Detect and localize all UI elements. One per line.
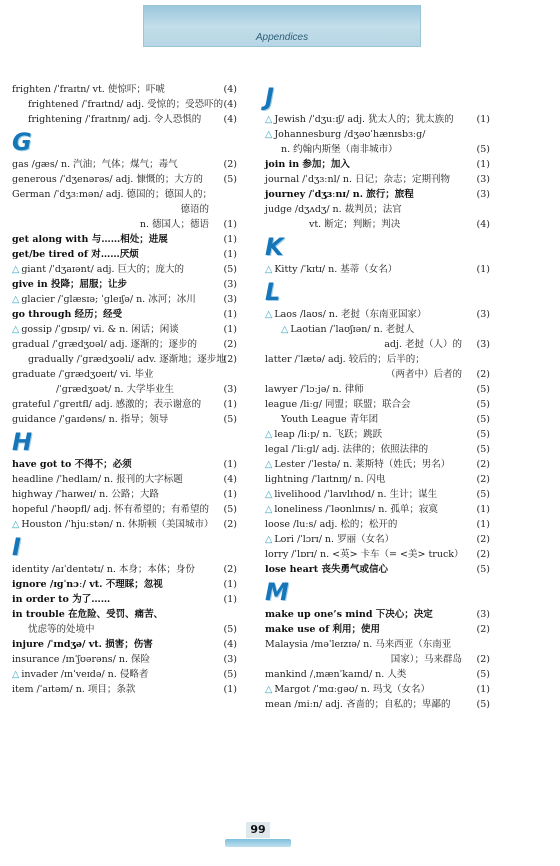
entry-text: mankind /ˌmænˈkaɪnd/ n. 人类: [265, 669, 407, 680]
entry-text: frightened /ˈfraɪtnd/ adj. 受惊的；受恐吓的: [28, 99, 224, 110]
unit-number: (3): [223, 279, 237, 290]
glossary-entry: [12, 502, 237, 517]
glossary-entry: [12, 97, 237, 112]
entry-text: Youth League 青年团: [281, 414, 379, 425]
entry-text: invader /ɪnˈveɪdə/ n. 侵略者: [21, 669, 149, 680]
unit-number: (1): [223, 489, 237, 500]
entry-text: lose heart 丧失勇气或信心: [265, 564, 388, 575]
glossary-entry: [265, 652, 490, 667]
glossary-entry: [265, 307, 490, 322]
entry-text: gradual /ˈɡrædʒʊəl/ adj. 逐渐的；逐步的: [12, 339, 198, 350]
glossary-entry: [265, 367, 490, 382]
unit-number: (5): [223, 669, 237, 680]
unit-number: (3): [476, 609, 490, 620]
glossary-entry: [12, 487, 237, 502]
entry-text: glacier /ˈɡlæsɪə; ˈɡleɪʃə/ n. 冰河；冰川: [21, 294, 196, 305]
glossary-entry: [12, 652, 237, 667]
glossary-entry: [12, 667, 237, 682]
glossary-entry: [12, 277, 237, 292]
entry-text: gradually /ˈɡrædʒʊəli/ adv. 逐渐地；逐步地: [28, 354, 226, 365]
glossary-entry: [12, 577, 237, 592]
glossary-entry: [12, 307, 237, 322]
unit-number: (2): [476, 474, 490, 485]
glossary-entry: [265, 202, 490, 217]
glossary-entry: [265, 127, 490, 142]
banner-sky-image: [144, 6, 420, 28]
entry-text: generous /ˈdʒenərəs/ adj. 慷慨的；大方的: [12, 174, 203, 185]
unit-number: (3): [476, 189, 490, 200]
glossary-entry: [265, 397, 490, 412]
header-banner: [143, 5, 421, 47]
unit-number: (1): [223, 234, 237, 245]
entry-text: have got to 不得不；必须: [12, 459, 132, 470]
footer-decoration: [225, 839, 291, 847]
unit-number: (5): [476, 564, 490, 575]
glossary-entry: [12, 202, 237, 217]
glossary-entry: [12, 637, 237, 652]
unit-number: (4): [476, 219, 490, 230]
entry-text: join in 参加；加入: [265, 159, 350, 170]
unit-number: (4): [223, 114, 237, 125]
unit-number: (2): [476, 534, 490, 545]
glossary-entry: [12, 247, 237, 262]
unit-number: (1): [223, 324, 237, 335]
unit-number: (5): [223, 624, 237, 635]
glossary-entry: [265, 157, 490, 172]
glossary-entry: [265, 427, 490, 442]
glossary-entry: [12, 382, 237, 397]
entry-text: /ˈɡrædʒʊət/ n. 大学毕业生: [56, 384, 175, 395]
glossary-entry: [12, 352, 237, 367]
unit-number: (5): [476, 384, 490, 395]
unit-number: (2): [476, 654, 490, 665]
glossary-entry: [265, 472, 490, 487]
glossary-entry: [265, 217, 490, 232]
unit-number: (1): [476, 684, 490, 695]
entry-text: gossip /ˈɡɒsɪp/ vi. & n. 闲话；闲谈: [21, 324, 179, 335]
glossary-entry: [265, 622, 490, 637]
entry-text: in trouble 在危险、受罚、痛苦、: [12, 609, 164, 620]
glossary-entry: [12, 517, 237, 532]
entry-text: ignore /ɪɡˈnɔː/ vt. 不理睬；忽视: [12, 579, 163, 590]
entry-text: guidance /ˈɡaɪdəns/ n. 指导；领导: [12, 414, 169, 425]
unit-number: (3): [476, 309, 490, 320]
entry-text: Lester /ˈlestə/ n. 莱斯特（姓氏；男名）: [274, 459, 451, 470]
triangle-marker-icon: △: [265, 459, 273, 470]
glossary-entry: [12, 217, 237, 232]
section-letter: M: [265, 578, 289, 606]
entry-text: in order to 为了……: [12, 594, 111, 605]
section-letter: K: [265, 233, 284, 261]
glossary-entry: [265, 532, 490, 547]
glossary-entry: [265, 187, 490, 202]
triangle-marker-icon: △: [265, 129, 273, 140]
unit-number: (5): [476, 669, 490, 680]
section-letter: H: [12, 428, 33, 456]
unit-number: (5): [476, 699, 490, 710]
unit-number: (2): [476, 369, 490, 380]
triangle-marker-icon: △: [265, 684, 273, 695]
unit-number: (3): [476, 174, 490, 185]
entry-text: leap /liːp/ n. 飞跃；跳跃: [274, 429, 383, 440]
glossary-entry: [265, 412, 490, 427]
glossary-entry: [12, 82, 237, 97]
unit-number: (5): [476, 144, 490, 155]
page-number: 99: [246, 822, 270, 838]
entry-text: n. 德国人；德语: [139, 219, 209, 230]
unit-number: (2): [223, 159, 237, 170]
glossary-column-left: [12, 82, 237, 697]
unit-number: (2): [223, 339, 237, 350]
entry-text: German /ˈdʒɜːmən/ adj. 德国的；德国人的；: [12, 189, 213, 200]
glossary-entry: [265, 457, 490, 472]
glossary-entry: [265, 352, 490, 367]
entry-text: lightning /ˈlaɪtnɪŋ/ n. 闪电: [265, 474, 386, 485]
unit-number: (1): [223, 399, 237, 410]
entry-text: Jewish /ˈdʒuːɪʃ/ adj. 犹太人的；犹太族的: [274, 114, 454, 125]
entry-text: mean /miːn/ adj. 吝啬的；自私的；卑鄙的: [265, 699, 451, 710]
unit-number: (1): [223, 219, 237, 230]
section-letter: J: [265, 83, 274, 111]
triangle-marker-icon: △: [265, 114, 273, 125]
entry-text: frighten /ˈfraɪtn/ vt. 使惊吓；吓唬: [12, 84, 165, 95]
triangle-marker-icon: △: [281, 324, 289, 335]
unit-number: (2): [223, 519, 237, 530]
unit-number: (3): [223, 294, 237, 305]
unit-number: (5): [476, 429, 490, 440]
unit-number: (5): [476, 489, 490, 500]
unit-number: (1): [476, 159, 490, 170]
glossary-entry: [265, 607, 490, 622]
entry-text: make use of 利用；使用: [265, 624, 380, 635]
unit-number: (2): [223, 354, 237, 365]
unit-number: (3): [223, 654, 237, 665]
glossary-entry: [12, 292, 237, 307]
unit-number: (5): [476, 444, 490, 455]
unit-number: (1): [223, 594, 237, 605]
entry-text: journal /ˈdʒɜːnl/ n. 日记；杂志；定期刊物: [265, 174, 450, 185]
entry-text: gas /ɡæs/ n. 汽油；气体；煤气；毒气: [12, 159, 178, 170]
glossary-entry: [265, 142, 490, 157]
entry-text: graduate /ˈɡrædʒʊeɪt/ vi. 毕业: [12, 369, 154, 380]
section-letter: G: [12, 128, 32, 156]
entry-text: grateful /ˈɡreɪtfl/ adj. 感激的；表示谢意的: [12, 399, 202, 410]
entry-text: 忧虑等的处境中: [28, 624, 95, 635]
glossary-entry: [265, 337, 490, 352]
glossary-entry: [265, 502, 490, 517]
unit-number: (4): [223, 84, 237, 95]
glossary-column-right: [265, 82, 490, 712]
entry-text: Lori /ˈlɔrɪ/ n. 罗丽（女名）: [274, 534, 395, 545]
entry-text: Malaysia /məˈleɪzɪə/ n. 马来西亚（东南亚: [265, 639, 452, 650]
unit-number: (4): [223, 99, 237, 110]
triangle-marker-icon: △: [265, 264, 273, 275]
entry-text: headline /ˈhedlaɪn/ n. 报刊的大字标题: [12, 474, 183, 485]
entry-text: get/be tired of 对……厌烦: [12, 249, 139, 260]
entry-text: judge /dʒʌdʒ/ n. 裁判员；法官: [265, 204, 402, 215]
glossary-entry: [12, 232, 237, 247]
entry-text: make up one’s mind 下决心；决定: [265, 609, 433, 620]
entry-text: Kitty /ˈkɪtɪ/ n. 基蒂（女名）: [274, 264, 398, 275]
entry-text: 德语的: [180, 204, 209, 215]
section-letter: L: [265, 278, 281, 306]
unit-number: (1): [223, 309, 237, 320]
entry-text: legal /ˈliːɡl/ adj. 法律的；依照法律的: [265, 444, 429, 455]
unit-number: (5): [223, 414, 237, 425]
glossary-entry: [12, 322, 237, 337]
glossary-entry: [12, 562, 237, 577]
glossary-entry: [265, 172, 490, 187]
glossary-entry: [12, 157, 237, 172]
entry-text: Johannesburg /dʒəʊˈhænɪsbɜːɡ/: [274, 129, 426, 140]
unit-number: (1): [223, 249, 237, 260]
entry-text: identity /aɪˈdentətɪ/ n. 本身；本体；身份: [12, 564, 195, 575]
entry-text: Houston /ˈhjuːstən/ n. 休斯顿（美国城市）: [21, 519, 214, 530]
glossary-entry: [12, 262, 237, 277]
unit-number: (2): [223, 564, 237, 575]
entry-text: injure /ˈɪndʒə/ vt. 损害；伤害: [12, 639, 153, 650]
entry-text: n. 约翰内斯堡（南非城市）: [281, 144, 398, 155]
unit-number: (5): [223, 504, 237, 515]
entry-text: league /liːɡ/ 同盟；联盟；联合会: [265, 399, 411, 410]
entry-text: adj. 老挝（人）的: [384, 339, 462, 350]
glossary-entry: [265, 382, 490, 397]
entry-text: insurance /ɪnˈʃʊərəns/ n. 保险: [12, 654, 151, 665]
unit-number: (1): [476, 264, 490, 275]
unit-number: (1): [223, 459, 237, 470]
section-letter: I: [12, 533, 21, 561]
entry-text: go through 经历；经受: [12, 309, 123, 320]
entry-text: loose /luːs/ adj. 松的；松开的: [265, 519, 398, 530]
glossary-entry: [265, 322, 490, 337]
unit-number: (5): [476, 414, 490, 425]
glossary-entry: [12, 457, 237, 472]
unit-number: (2): [476, 459, 490, 470]
triangle-marker-icon: △: [265, 489, 273, 500]
triangle-marker-icon: △: [265, 534, 273, 545]
unit-number: (2): [476, 624, 490, 635]
glossary-entry: [265, 487, 490, 502]
unit-number: (1): [476, 114, 490, 125]
entry-text: give in 投降；屈服；让步: [12, 279, 127, 290]
glossary-entry: [12, 622, 237, 637]
entry-text: item /ˈaɪtəm/ n. 项目；条款: [12, 684, 136, 695]
glossary-entry: [265, 562, 490, 577]
unit-number: (1): [476, 519, 490, 530]
glossary-entry: [12, 592, 237, 607]
glossary-entry: [265, 667, 490, 682]
glossary-entry: [265, 682, 490, 697]
glossary-entry: [265, 547, 490, 562]
entry-text: Laos /laʊs/ n. 老挝（东南亚国家）: [274, 309, 427, 320]
glossary-entry: [12, 412, 237, 427]
entry-text: get along with 与……相处；进展: [12, 234, 168, 245]
glossary-entry: [265, 697, 490, 712]
entry-text: frightening /ˈfraɪtnɪŋ/ adj. 令人恐惧的: [28, 114, 202, 125]
unit-number: (5): [223, 264, 237, 275]
unit-number: (4): [223, 474, 237, 485]
glossary-entry: [12, 607, 237, 622]
entry-text: journey /ˈdʒɜːnɪ/ n. 旅行；旅程: [265, 189, 414, 200]
entry-text: livelihood /ˈlaɪvlɪhʊd/ n. 生计；谋生: [274, 489, 438, 500]
glossary-entry: [12, 112, 237, 127]
glossary-entry: [12, 172, 237, 187]
entry-text: highway /ˈhaɪweɪ/ n. 公路；大路: [12, 489, 159, 500]
unit-number: (1): [476, 504, 490, 515]
glossary-entry: [265, 637, 490, 652]
unit-number: (3): [476, 339, 490, 350]
entry-text: Laotian /ˈlaʊʃɪən/ n. 老挝人: [290, 324, 415, 335]
triangle-marker-icon: △: [12, 519, 20, 530]
glossary-entry: [12, 682, 237, 697]
entry-text: lawyer /ˈlɔːjə/ n. 律师: [265, 384, 364, 395]
entry-text: lorry /ˈlɒrɪ/ n. <英> 卡车（= <美> truck）: [265, 549, 464, 560]
unit-number: (4): [223, 639, 237, 650]
unit-number: (3): [223, 384, 237, 395]
glossary-entry: [12, 397, 237, 412]
entry-text: hopeful /ˈhəʊpfl/ adj. 怀有希望的；有希望的: [12, 504, 210, 515]
entry-text: loneliness /ˈləʊnlɪnɪs/ n. 孤单；寂寞: [274, 504, 438, 515]
glossary-entry: [12, 472, 237, 487]
header-title: Appendices: [255, 32, 309, 43]
glossary-entry: [12, 337, 237, 352]
glossary-entry: [265, 262, 490, 277]
triangle-marker-icon: △: [12, 294, 20, 305]
unit-number: (1): [223, 579, 237, 590]
entry-text: vt. 断定；判断；判决: [309, 219, 401, 230]
entry-text: Margot /ˈmɑːɡəʊ/ n. 玛戈（女名）: [274, 684, 430, 695]
triangle-marker-icon: △: [12, 264, 20, 275]
unit-number: (5): [476, 399, 490, 410]
glossary-entry: [12, 187, 237, 202]
triangle-marker-icon: △: [265, 429, 273, 440]
entry-text: 国家）；马来群岛: [390, 654, 462, 665]
triangle-marker-icon: △: [12, 324, 20, 335]
entry-text: （两者中）后者的: [385, 369, 462, 380]
glossary-entry: [265, 442, 490, 457]
glossary-entry: [265, 517, 490, 532]
unit-number: (5): [223, 174, 237, 185]
entry-text: latter /ˈlætə/ adj. 较后的；后半的；: [265, 354, 425, 365]
glossary-entry: [12, 367, 237, 382]
entry-text: giant /ˈdʒaɪənt/ adj. 巨大的；庞大的: [21, 264, 185, 275]
triangle-marker-icon: △: [265, 309, 273, 320]
triangle-marker-icon: △: [265, 504, 273, 515]
unit-number: (2): [476, 549, 490, 560]
glossary-entry: [265, 112, 490, 127]
triangle-marker-icon: △: [12, 669, 20, 680]
unit-number: (1): [223, 684, 237, 695]
